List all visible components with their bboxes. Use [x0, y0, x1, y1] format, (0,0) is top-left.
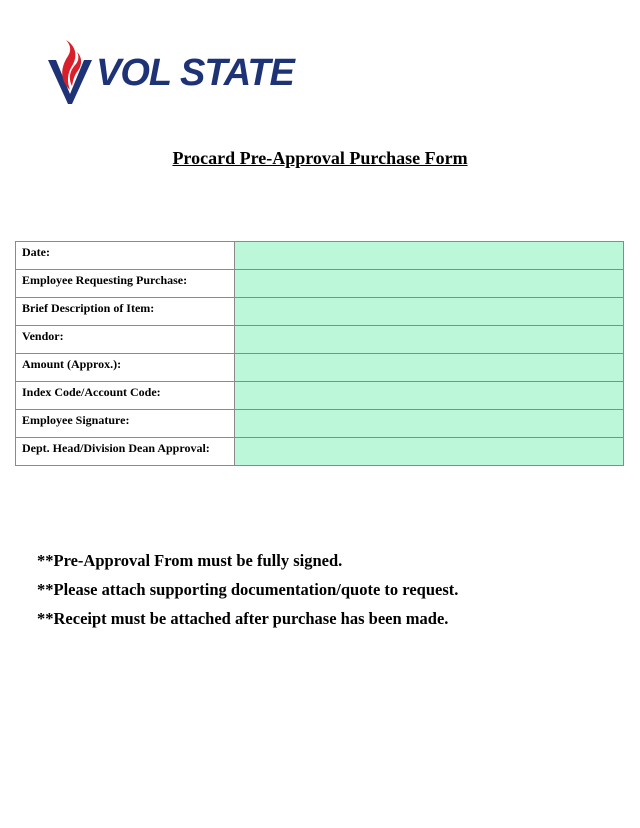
field-label-account-code: Index Code/Account Code:: [16, 382, 235, 410]
logo-wordmark: VOL STATE: [96, 52, 294, 94]
field-label-description: Brief Description of Item:: [16, 298, 235, 326]
field-label-date: Date:: [16, 242, 235, 270]
note-item: **Pre-Approval From must be fully signed.: [37, 551, 343, 570]
form-row-account-code: [16, 382, 624, 410]
field-label-amount: Amount (Approx.):: [16, 354, 235, 382]
note-item: **Receipt must be attached after purchase has been made.: [37, 609, 449, 628]
field-label-approval: Dept. Head/Division Dean Approval:: [16, 438, 235, 466]
signature-field[interactable]: [235, 410, 624, 438]
approval-form-table: [15, 241, 624, 466]
account-code-field[interactable]: [235, 382, 624, 410]
form-row-vendor: [16, 326, 624, 354]
approval-field[interactable]: [235, 438, 624, 466]
field-label-employee: Employee Requesting Purchase:: [16, 270, 235, 298]
field-label-vendor: Vendor:: [16, 326, 235, 354]
form-row-date: [16, 242, 624, 270]
date-field[interactable]: [235, 242, 624, 270]
note-item: **Please attach supporting documentation/quote to request.: [37, 580, 459, 599]
flame-v-icon: [46, 38, 96, 108]
employee-field[interactable]: [235, 270, 624, 298]
form-row-employee: [16, 270, 624, 298]
form-row-amount: [16, 354, 624, 382]
description-field[interactable]: [235, 298, 624, 326]
form-row-signature: [16, 410, 624, 438]
vendor-field[interactable]: [235, 326, 624, 354]
form-row-approval: [16, 438, 624, 466]
instructions-list: [37, 551, 458, 638]
vol-state-logo: [46, 38, 294, 108]
field-label-signature: Employee Signature:: [16, 410, 235, 438]
form-row-description: [16, 298, 624, 326]
amount-field[interactable]: [235, 354, 624, 382]
page-title: Procard Pre-Approval Purchase Form: [172, 148, 468, 168]
